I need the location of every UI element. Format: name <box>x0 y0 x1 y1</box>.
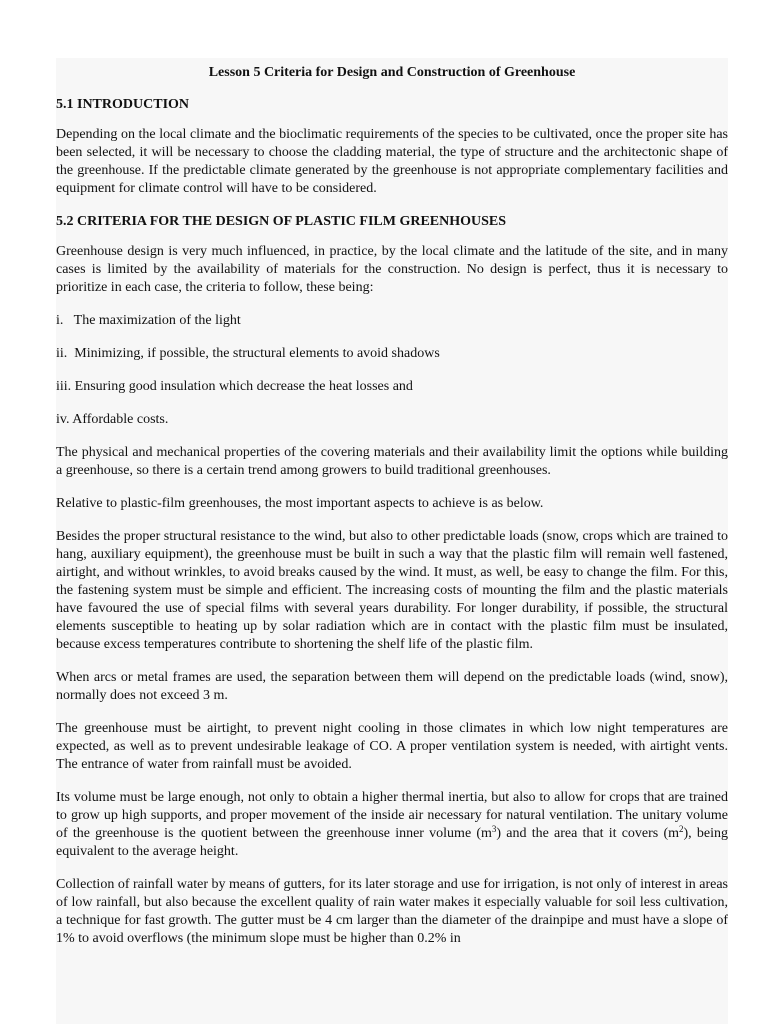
paragraph: The greenhouse must be airtight, to prevent night cooling in those climates in which low night temperatures are expected, as well as to prevent undesirable leakage of CO. A proper ventilation system is needed, with airtight vents. The entrance of water from rainfall must be avoided. <box>56 721 728 772</box>
volume-text-2: ) and the area that it covers (m <box>496 826 680 841</box>
list-item: i. The maximization of the light <box>56 313 241 328</box>
paragraph: The physical and mechanical properties of the covering materials and their availability limit the options while building a greenhouse, so there is a certain trend among growers to build traditional greenhouses. <box>56 445 728 478</box>
rainfall-paragraph: Collection of rainfall water by means of gutters, for its later storage and use for irrigation, is not only of interest in areas of low rainfall, but also because the excellent quality of rain water makes it especially valuable for soil less cultivation, a technique for fast growth. The gutter must be 4 cm larger than the diameter of the drainpipe and must have a slope of 1% to avoid overflows (the minimum slope must be higher than 0.2% in <box>56 877 728 946</box>
list-item: ii. Minimizing, if possible, the structural elements to avoid shadows <box>56 346 440 361</box>
intro-paragraph: Depending on the local climate and the bioclimatic requirements of the species to be cultivated, once the proper site has been selected, it will be necessary to choose the cladding material, the type of structure and the architectonic shape of the greenhouse. If the predictable climate generated by the greenhouse is not appropriate complementary facilities and equipment for climate control will have to be considered. <box>56 127 728 196</box>
volume-text-3: ), being equivalent to the average height. <box>56 826 728 859</box>
volume-paragraph <box>56 789 728 861</box>
list-item: iv. Affordable costs. <box>56 412 169 427</box>
page-title: Lesson 5 Criteria for Design and Construction of Greenhouse <box>208 65 576 80</box>
paragraph: Relative to plastic-film greenhouses, the most important aspects to achieve is as below. <box>56 496 544 511</box>
paragraph: When arcs or metal frames are used, the separation between them will depend on the predictable loads (wind, snow), normally does not exceed 3 m. <box>56 670 728 703</box>
superscript-2: 2 <box>679 824 684 834</box>
section-heading-criteria: 5.2 CRITERIA FOR THE DESIGN OF PLASTIC FILM GREENHOUSES <box>56 214 507 229</box>
list-item: iii. Ensuring good insulation which decrease the heat losses and <box>56 379 413 394</box>
superscript-3: 3 <box>491 824 497 834</box>
paragraph: Besides the proper structural resistance to the wind, but also to other predictable loads (snow, crops which are trained to hang, auxiliary equipment), the greenhouse must be built in such a way that the plastic film will remain well fastened, airtight, and without wrinkles, to avoid breaks caused by the wind. It must, as well, be easy to change the film. For this, the fastening system must be simple and efficient. The increasing costs of mounting the film and the plastic materials have favoured the use of special films with several years durability. For longer durability, if possible, the structural elements susceptible to heating up by solar radiation which are in contact with the plastic film must be insulated, because excess temperatures contribute to shortening the shelf life of the plastic film. <box>56 529 728 652</box>
volume-text-1: Its volume must be large enough, not only to obtain a higher thermal inertia, but also to allow for crops that are trained to grow up high supports, and proper movement of the inside air necessary for natural ventilation. The unitary volume of the greenhouse is the quotient between the greenhouse inner volume (m <box>56 790 728 841</box>
section-heading-introduction: 5.1 INTRODUCTION <box>56 97 190 112</box>
document-page <box>56 58 728 1024</box>
document-content <box>56 58 728 948</box>
criteria-paragraph: Greenhouse design is very much influenced, in practice, by the local climate and the latitude of the site, and in many cases is limited by the availability of materials for the construction. No design is perfect, thus it is necessary to prioritize in each case, the criteria to follow, these being: <box>56 244 728 295</box>
